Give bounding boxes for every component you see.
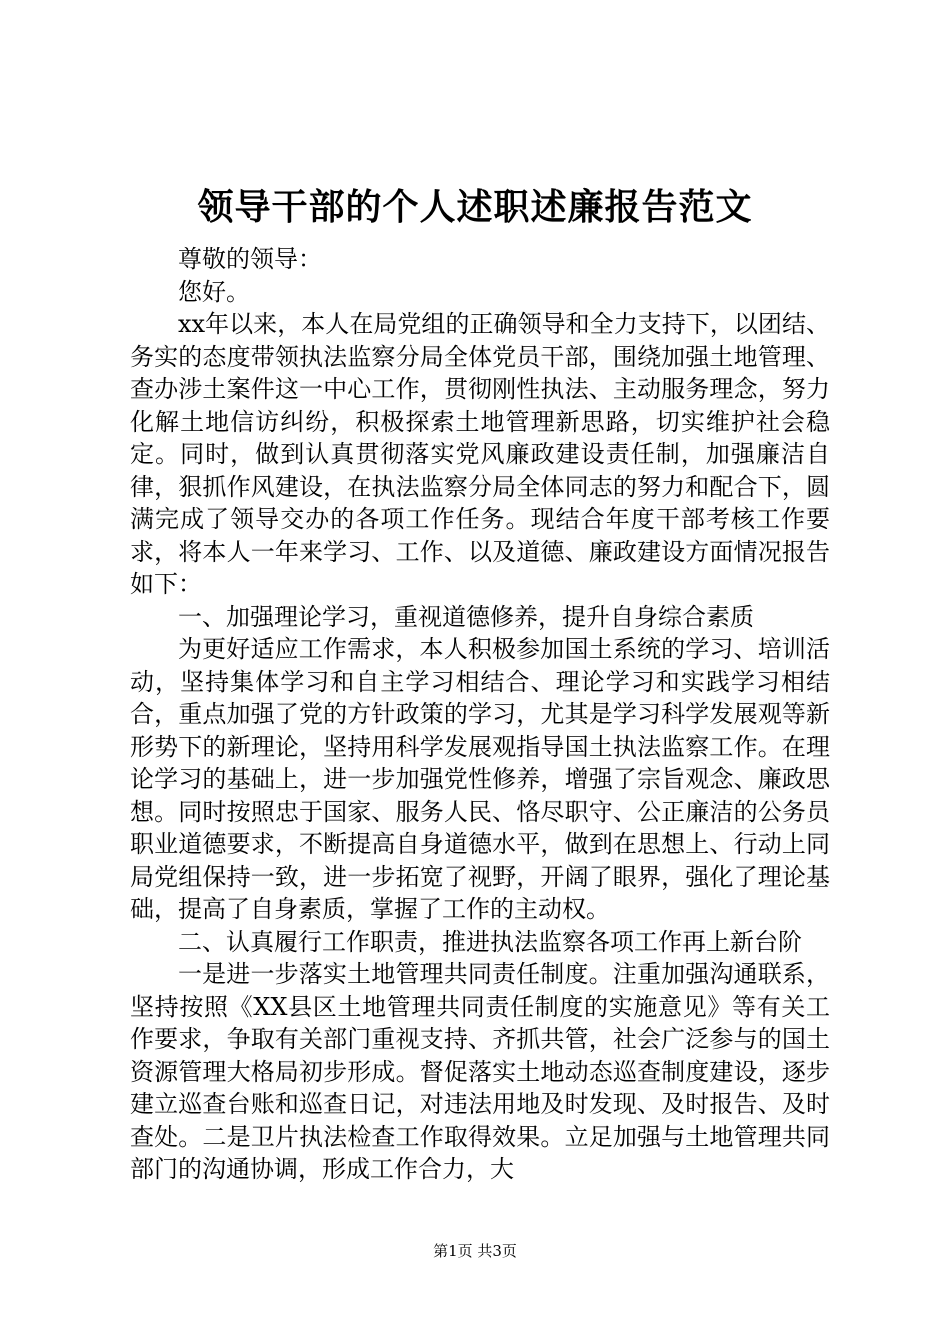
page-number-footer: 第1页 共3页 [433, 1242, 517, 1260]
greeting: 您好。 [178, 277, 250, 306]
intro-paragraph: xx年以来，本人在局党组的正确领导和全力支持下，以团结、务实的态度带领执法监察分局全体党员干部，围绕加强土地管理、查办涉土案件这一中心工作，贯彻刚性执法、主动服务理念，努力化解土地信访纠纷，积极探索土地管理新思路，切实维护社会稳定。同时，做到认真贯彻落实党风廉政建设责任制，加强廉洁自律，狠抓作风建设，在执法监察分局全体同志的努力和配合下，圆满完成了领导交办的各项工作任务。现结合年度干部考核工作要求，将本人一年来学习、工作、以及道德、廉政建设方面情况报告如下： [130, 310, 830, 598]
section-1-paragraph: 为更好适应工作需求，本人积极参加国土系统的学习、培训活动，坚持集体学习和自主学习相结合、理论学习和实践学习相结合，重点加强了党的方针政策的学习，尤其是学习科学发展观等新形势下的新理论，坚持用科学发展观指导国土执法监察工作。在理论学习的基础上，进一步加强党性修养，增强了宗旨观念、廉政思想。同时按照忠于国家、服务人民、恪尽职守、公正廉洁的公务员职业道德要求，不断提高自身道德水平，做到在思想上、行动上同局党组保持一致，进一步拓宽了视野，开阔了眼界，强化了理论基础，提高了自身素质，掌握了工作的主动权。 [130, 635, 830, 923]
section-heading-1: 一、加强理论学习，重视道德修养，提升自身综合素质 [178, 602, 754, 631]
salutation: 尊敬的领导： [178, 245, 322, 273]
document-title: 领导干部的个人述职述廉报告范文 [197, 186, 753, 228]
section-heading-2: 二、认真履行工作职责，推进执法监察各项工作再上新台阶 [178, 927, 802, 956]
document-body [130, 243, 830, 1186]
section-2-paragraph: 一是进一步落实土地管理共同责任制度。注重加强沟通联系，坚持按照《XX县区土地管理共同责任制度的实施意见》等有关工作要求，争取有关部门重视支持、齐抓共管，社会广泛参与的国土资源管理大格局初步形成。督促落实土地动态巡查制度建设，逐步建立巡查台账和巡查日记，对违法用地及时发现、及时报告、及时查处。二是卫片执法检查工作取得效果。立足加强与土地管理共同部门的沟通协调，形成工作合力，大 [130, 960, 830, 1183]
